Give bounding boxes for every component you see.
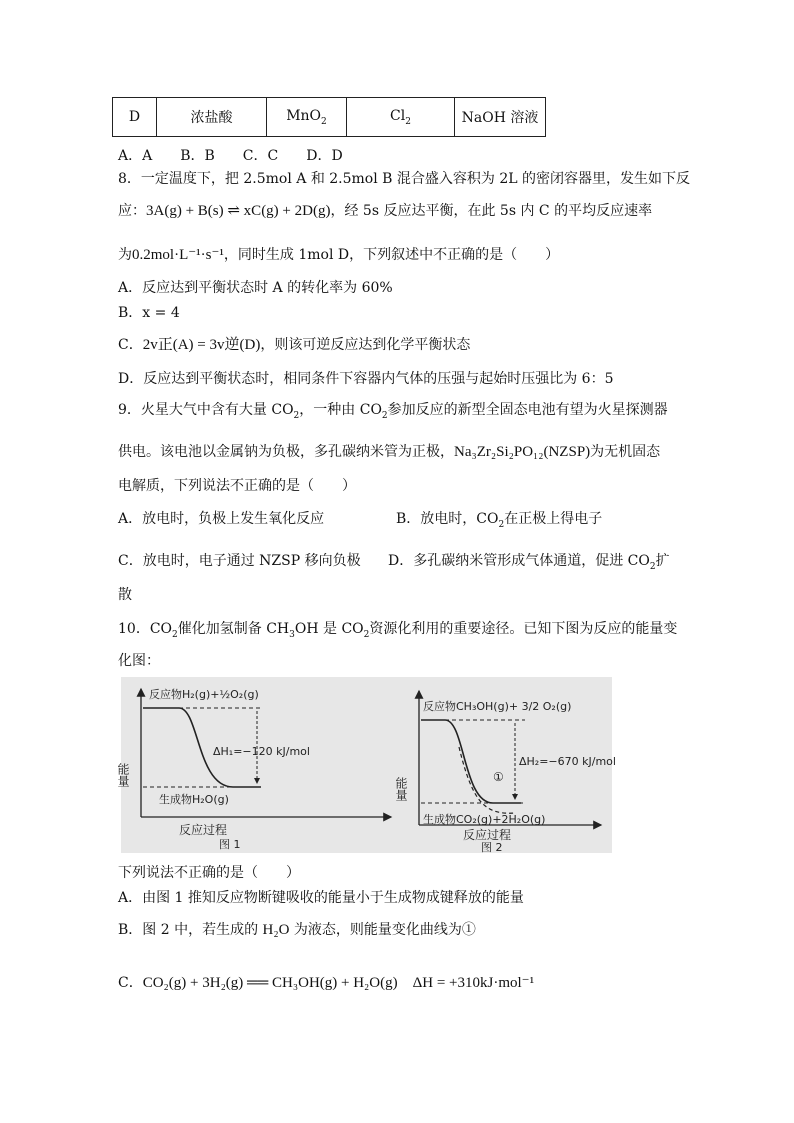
q8-stem-line3: 为0.2mol·L⁻¹·s⁻¹，同时生成 1mol D，下列叙述中不正确的是（ ） [118,247,560,263]
fig2-energy-curve [421,720,521,803]
q8-stem-line2: 应：3A(g) + B(s) ⇌ xC(g) + 2D(g)，经 5s 反应达平衡，在此 5s 内 C 的平均反应速率 [118,203,653,219]
fig2-reactant-label: 反应物CH₃OH(g)+ 3/2 O₂(g) [423,700,572,713]
q9-stem-line1: 9．火星大气中含有大量 $CO_2$，一种由 $CO_2$参加反应的新型全固态电池有望为火星探测器 [118,402,668,421]
q10-question: 下列说法不正确的是（ ） [118,865,300,881]
fig2-curve-mark: ① [493,770,504,784]
q10-thermo-equation: CO₂(g) + 3H₂(g) ══ CH₃OH(g) + H₂O(g) ΔH = +310kJ·mol⁻¹ [142,975,535,991]
fig2-caption: 图 2 [481,841,503,854]
figure-2 [394,691,616,854]
figure-1 [116,687,391,851]
q9-option-b: B．放电时，$CO_2$在正极上得电子 [396,511,603,530]
table-row [113,98,546,137]
q9-option-c: C．放电时，电子通过 NZSP 移向负极 [118,553,361,569]
q8-equation: 3A(g) + B(s) ⇌ xC(g) + 2D(g) [146,203,331,219]
fig2-dh-label: ΔH₂=−670 kJ/mol [519,755,616,768]
q10-option-a: A．由图 1 推知反应物断键吸收的能量小于生成物成键释放的能量 [118,890,524,906]
q8-stem-line1: 8．一定温度下，把 2.5mol A 和 2.5mol B 混合盛入容积为 2L 的密闭容器里，发生如下反 [118,171,691,187]
q8-option-d: D．反应达到平衡状态时，相同条件下容器内气体的压强与起始时压强比为 6：5 [118,371,614,387]
fig1-x-label: 反应过程 [179,823,228,837]
q8-option-a: A．反应达到平衡状态时 A 的转化率为 60% [118,280,393,296]
q9-stem-line3: 电解质，下列说法不正确的是（ ） [118,478,356,494]
q9-formula: Na₃Zr₂Si₂PO₁₂(NZSP) [454,444,591,460]
answer-table [112,97,546,137]
q10-option-c: C．CO₂(g) + 3H₂(g) ══ CH₃OH(g) + H₂O(g) ΔH = +310kJ·mol⁻¹ [118,975,535,991]
fig1-caption: 图 1 [219,838,241,851]
q9-stem-line2: 供电。该电池以金属钠为负极，多孔碳纳米管为正极，Na₃Zr₂Si₂PO₁₂(NZSP)为无机固态 [118,444,661,460]
fig1-dh-label: ΔH₁=−120 kJ/mol [213,745,310,758]
q8-rate-equation: 2v正(A) = 3v逆(D) [142,337,261,353]
fig2-product-label: 生成物CO₂(g)+2H₂O(g) [423,813,546,826]
q10-stem-line2: 化图： [118,653,160,669]
q10-stem-line1: 10．$CO_2$催化加氢制备 $CH_3OH$ 是 $CO_2$资源化利用的重要途径。已知下图为反应的能量变 [118,621,678,640]
q8-rate: 0.2mol·L⁻¹·s⁻¹ [132,247,224,263]
fig2-y-label: 能量 [394,777,408,801]
energy-diagram-figure [116,677,616,854]
q10-option-b: B．图 2 中，若生成的 H₂O 为液态，则能量变化曲线为① [118,922,476,938]
table-cell-gas: $Cl_2$ [347,98,455,137]
q9-option-a: A．放电时，负极上发生氧化反应 [118,511,325,527]
q9-option-d: D．多孔碳纳米管形成气体通道，促进 $CO_2$扩 [388,553,670,572]
fig1-y-label: 能量 [116,763,130,787]
q7-options: A．A B．B C．C D．D [118,148,343,164]
q8-option-c: C．2v正(A) = 3v逆(D)，则该可逆反应达到化学平衡状态 [118,337,471,353]
q10-h2o: H₂O [262,922,290,938]
table-cell-solid: MnO$_2$ [267,98,347,137]
fig2-x-label: 反应过程 [463,828,512,842]
table-cell-label: D [113,98,157,137]
q9-option-d-cont: 散 [118,587,132,603]
table-cell-absorber: NaOH 溶液 [455,98,546,137]
fig1-product-label: 生成物H₂O(g) [159,793,229,806]
table-cell-reagent: 浓盐酸 [157,98,267,137]
q8-option-b: B．x = 4 [118,305,180,321]
fig1-reactant-label: 反应物H₂(g)+½O₂(g) [149,688,259,701]
